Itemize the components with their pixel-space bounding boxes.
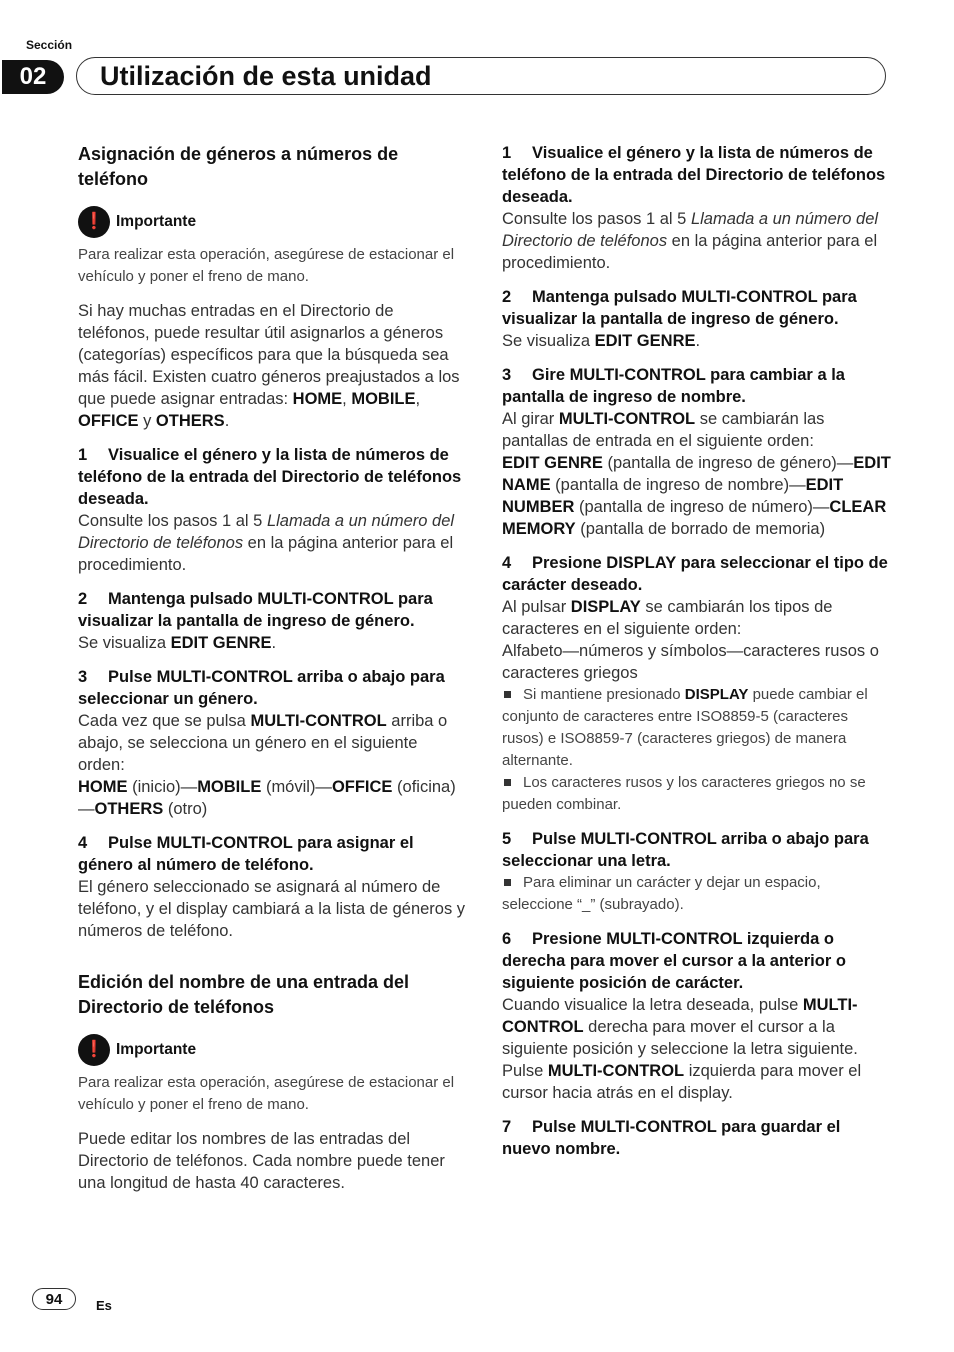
step-2-heading: 2 Mantenga pulsado MULTI-CONTROL para visualizar la pantalla de ingreso de género. [78,590,433,630]
important-note [78,206,468,238]
step-3-order: HOME (inicio)—MOBILE (móvil)—OFFICE (oficina)—OTHERS (otro) [78,778,456,818]
r-step-4-order: Alfabeto—números y símbolos—caracteres rusos o caracteres griegos [502,642,879,682]
r-step-4-bullet-1: Si mantiene presionado DISPLAY puede cambiar el conjunto de caracteres entre ISO8859-5 (caracteres rusos) e ISO8859-7 (caracteres griegos) de manera alternante. [502,686,868,769]
section-label: Sección [26,38,73,52]
r-step-4-body: Al pulsar DISPLAY se cambiarán los tipos de caracteres en el siguiente orden: [502,598,833,638]
r-step-4-bullet-2: Los caracteres rusos y los caracteres griegos no se pueden combinar. [502,774,866,813]
step-1-heading: 1 Visualice el género y la lista de números de teléfono de la entrada del Directorio de teléfonos deseada. [78,446,462,508]
r-step-6-body: Cuando visualice la letra deseada, pulse MULTI-CONTROL derecha para mover el cursor a la siguiente posición y seleccione la letra siguiente. Pulse MULTI-CONTROL izquierda para mover el cursor hacia atrás en el display. [502,996,862,1102]
important-text: Para realizar esta operación, asegúrese de estacionar el vehículo y poner el freno de mano. [78,246,455,285]
section-number: 02 [2,60,64,94]
important-note-2 [78,1034,468,1066]
important-text-2: Para realizar esta operación, asegúrese de estacionar el vehículo y poner el freno de mano. [78,1074,455,1113]
step-2-body: Se visualiza EDIT GENRE. [78,634,277,652]
step-4-body: El género seleccionado se asignará al número de teléfono, y el display cambiará a la lista de géneros y números de teléfono. [78,878,466,940]
step-4-heading: 4 Pulse MULTI-CONTROL para asignar el género al número de teléfono. [78,834,414,874]
language-code: Es [96,1298,112,1313]
page-number: 94 [32,1288,76,1310]
page-title: Utilización de esta unidad [100,61,432,91]
important-icon: ❗ [78,206,110,238]
r-step-4-heading: 4 Presione DISPLAY para seleccionar el tipo de carácter deseado. [502,554,888,594]
r-step-3-body: Al girar MULTI-CONTROL se cambiarán las pantallas de entrada en el siguiente orden: [502,410,825,450]
r-step-6-heading: 6 Presione MULTI-CONTROL izquierda o derecha para mover el cursor a la anterior o siguiente posición de carácter. [502,930,846,992]
important-label-2: Importante [116,1041,197,1058]
r-step-7-heading: 7 Pulse MULTI-CONTROL para guardar el nuevo nombre. [502,1118,841,1158]
intro-paragraph-2: Puede editar los nombres de las entradas del Directorio de teléfonos. Cada nombre puede tener una longitud de hasta 40 caracteres. [78,1130,445,1192]
important-label: Importante [116,213,197,230]
r-step-2-body: Se visualiza EDIT GENRE. [502,332,701,350]
r-step-1-heading: 1 Visualice el género y la lista de números de teléfono de la entrada del Directorio de teléfonos deseada. [502,144,886,206]
step-3-heading: 3 Pulse MULTI-CONTROL arriba o abajo para seleccionar un género. [78,668,445,708]
r-step-3-heading: 3 Gire MULTI-CONTROL para cambiar a la pantalla de ingreso de nombre. [502,366,845,406]
r-step-5-bullet: Para eliminar un carácter y dejar un espacio, seleccione “_” (subrayado). [502,874,821,913]
r-step-2-heading: 2 Mantenga pulsado MULTI-CONTROL para visualizar la pantalla de ingreso de género. [502,288,857,328]
r-step-3-order: EDIT GENRE (pantalla de ingreso de género)—EDIT NAME (pantalla de ingreso de nombre)—EDIT NUMBER (pantalla de ingreso de número)—CLEAR MEMORY (pantalla de borrado de memoria) [502,454,891,538]
step-3-body: Cada vez que se pulsa MULTI-CONTROL arriba o abajo, se selecciona un género en el siguiente orden: [78,712,448,774]
heading-edit-name: Edición del nombre de una entrada del Directorio de teléfonos [78,972,410,1017]
r-step-5-heading: 5 Pulse MULTI-CONTROL arriba o abajo para seleccionar una letra. [502,830,869,870]
left-column [78,142,468,1194]
right-column [502,142,892,1160]
bullet-icon [504,691,511,698]
bullet-icon [504,879,511,886]
r-step-1-body: Consulte los pasos 1 al 5 Llamada a un número del Directorio de teléfonos en la página anterior para el procedimiento. [502,210,879,272]
intro-paragraph: Si hay muchas entradas en el Directorio de teléfonos, puede resultar útil asignarlos a géneros (categorías) específicos para que la búsqueda sea más fácil. Existen cuatro géneros preajustados a los que puede asignar entradas: HOME, MOBILE, OFFICE y OTHERS. [78,302,460,430]
bullet-icon [504,779,511,786]
step-1-body: Consulte los pasos 1 al 5 Llamada a un número del Directorio de teléfonos en la página anterior para el procedimiento. [78,512,455,574]
important-icon: ❗ [78,1034,110,1066]
heading-assign-genres: Asignación de géneros a números de teléfono [78,144,399,189]
